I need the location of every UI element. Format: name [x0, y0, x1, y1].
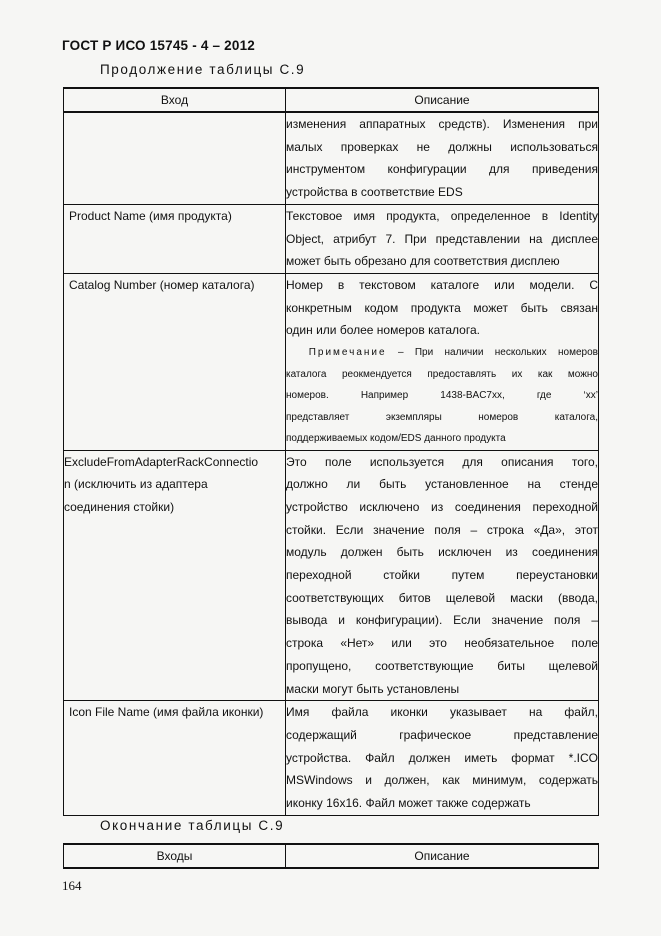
- description-line: малых проверках не должны использоваться: [286, 139, 598, 154]
- description-line: Object, атрибут 7. При представлении на дисплее: [286, 231, 598, 246]
- table-row: [64, 204, 599, 273]
- table-c9-end: [63, 843, 599, 869]
- description-line: Номер в текстовом каталоге или модели. С: [286, 277, 598, 292]
- description-line: изменения аппаратных средств). Изменения при: [286, 117, 598, 131]
- note-line: номеров. Например 1438-BAC7xx, где ‘xx’: [286, 390, 598, 402]
- table-row: [64, 273, 599, 450]
- description-line: Это поле используется для описания того,: [286, 454, 598, 469]
- entry-description-cell: [286, 701, 599, 816]
- entry-name-cell: Catalog Number (номер каталога): [64, 273, 286, 450]
- description-line: вывода и конфигурации). Если значение поля –: [286, 613, 598, 628]
- entry-description-cell: [286, 204, 599, 273]
- description-line: строка «Нет» или это необязательное поле: [286, 636, 598, 651]
- table-caption-continued: Продолжение таблицы С.9: [100, 62, 306, 77]
- table-row: [64, 112, 599, 204]
- entry-description-cell: [286, 112, 599, 204]
- description-line: пропущено, соответствующие биты щелевой: [286, 658, 598, 673]
- col-header-description: Описание: [286, 844, 599, 868]
- description-line: один или более номеров каталога.: [286, 323, 480, 338]
- description-line: устройства. Файл должен иметь формат *.ICO: [286, 750, 598, 765]
- entry-name-line: соединения стойки): [64, 499, 175, 514]
- note-line: поддерживаемых кодом/EDS данного продукта: [286, 433, 506, 445]
- document-header: ГОСТ Р ИСО 15745 - 4 – 2012: [62, 38, 255, 53]
- note-first-text: – При наличии нескольких номеров: [386, 347, 598, 359]
- entry-name-cell: Icon File Name (имя файла иконки): [64, 701, 286, 816]
- entry-name-line: ExcludeFromAdapterRackConnectio: [64, 454, 259, 469]
- col-header-input: Вход: [64, 88, 286, 112]
- description-line: Текстовое имя продукта, определенное в Identity: [286, 208, 598, 223]
- col-header-description: Описание: [286, 88, 599, 112]
- note-line: [286, 342, 598, 364]
- description-line: должно ли быть установленное на стенде: [286, 477, 598, 492]
- table-header-row: [64, 844, 599, 868]
- description-line: маски могут быть установлены: [286, 681, 460, 696]
- note-label: Примечание: [308, 347, 387, 359]
- description-line: инструментом конфигурации для приведения: [286, 162, 598, 177]
- description-line: конкретным кодом продукта может быть связан: [286, 300, 598, 315]
- entry-name-cell: Product Name (имя продукта): [64, 204, 286, 273]
- description-line: иконку 16x16. Файл может также содержать: [286, 796, 531, 811]
- entry-name-line: n (исключить из адаптера: [64, 477, 208, 492]
- table-header-row: [64, 88, 599, 112]
- table-row: [64, 701, 599, 816]
- entry-description-cell: [286, 450, 599, 701]
- description-line: соответствующих битов щелевой маски (ввода,: [286, 590, 598, 605]
- note-line: каталога реокмендуется предоставлять их как можно: [286, 368, 598, 380]
- description-line: Имя файла иконки указывает на файл,: [286, 705, 598, 720]
- col-header-inputs: Входы: [64, 844, 286, 868]
- table-row: [64, 450, 599, 701]
- note-line: представляет экземпляры номеров каталога,: [286, 411, 598, 423]
- description-line: устройства в соответствие EDS: [286, 185, 463, 200]
- description-line: устройство исключено из соединения переходной: [286, 499, 598, 514]
- description-line: стойки. Если значение поля – строка «Да», этот: [286, 522, 598, 537]
- page-number: 164: [62, 878, 82, 893]
- entry-description-cell: [286, 273, 599, 450]
- entry-name-cell: [64, 112, 286, 204]
- description-line: переходной стойки путем переустановки: [286, 568, 598, 583]
- description-line: MSWindows и должен, как минимум, содержать: [286, 773, 598, 788]
- description-line: модуль должен быть исключен из соединения: [286, 545, 598, 560]
- entry-name-cell: [64, 450, 286, 701]
- description-line: содержащий графическое представление: [286, 727, 598, 742]
- description-line: может быть обрезано для соответствия дисплею: [286, 254, 560, 269]
- table-caption-end: Окончание таблицы С.9: [100, 818, 285, 833]
- table-c9-continued: [63, 87, 599, 816]
